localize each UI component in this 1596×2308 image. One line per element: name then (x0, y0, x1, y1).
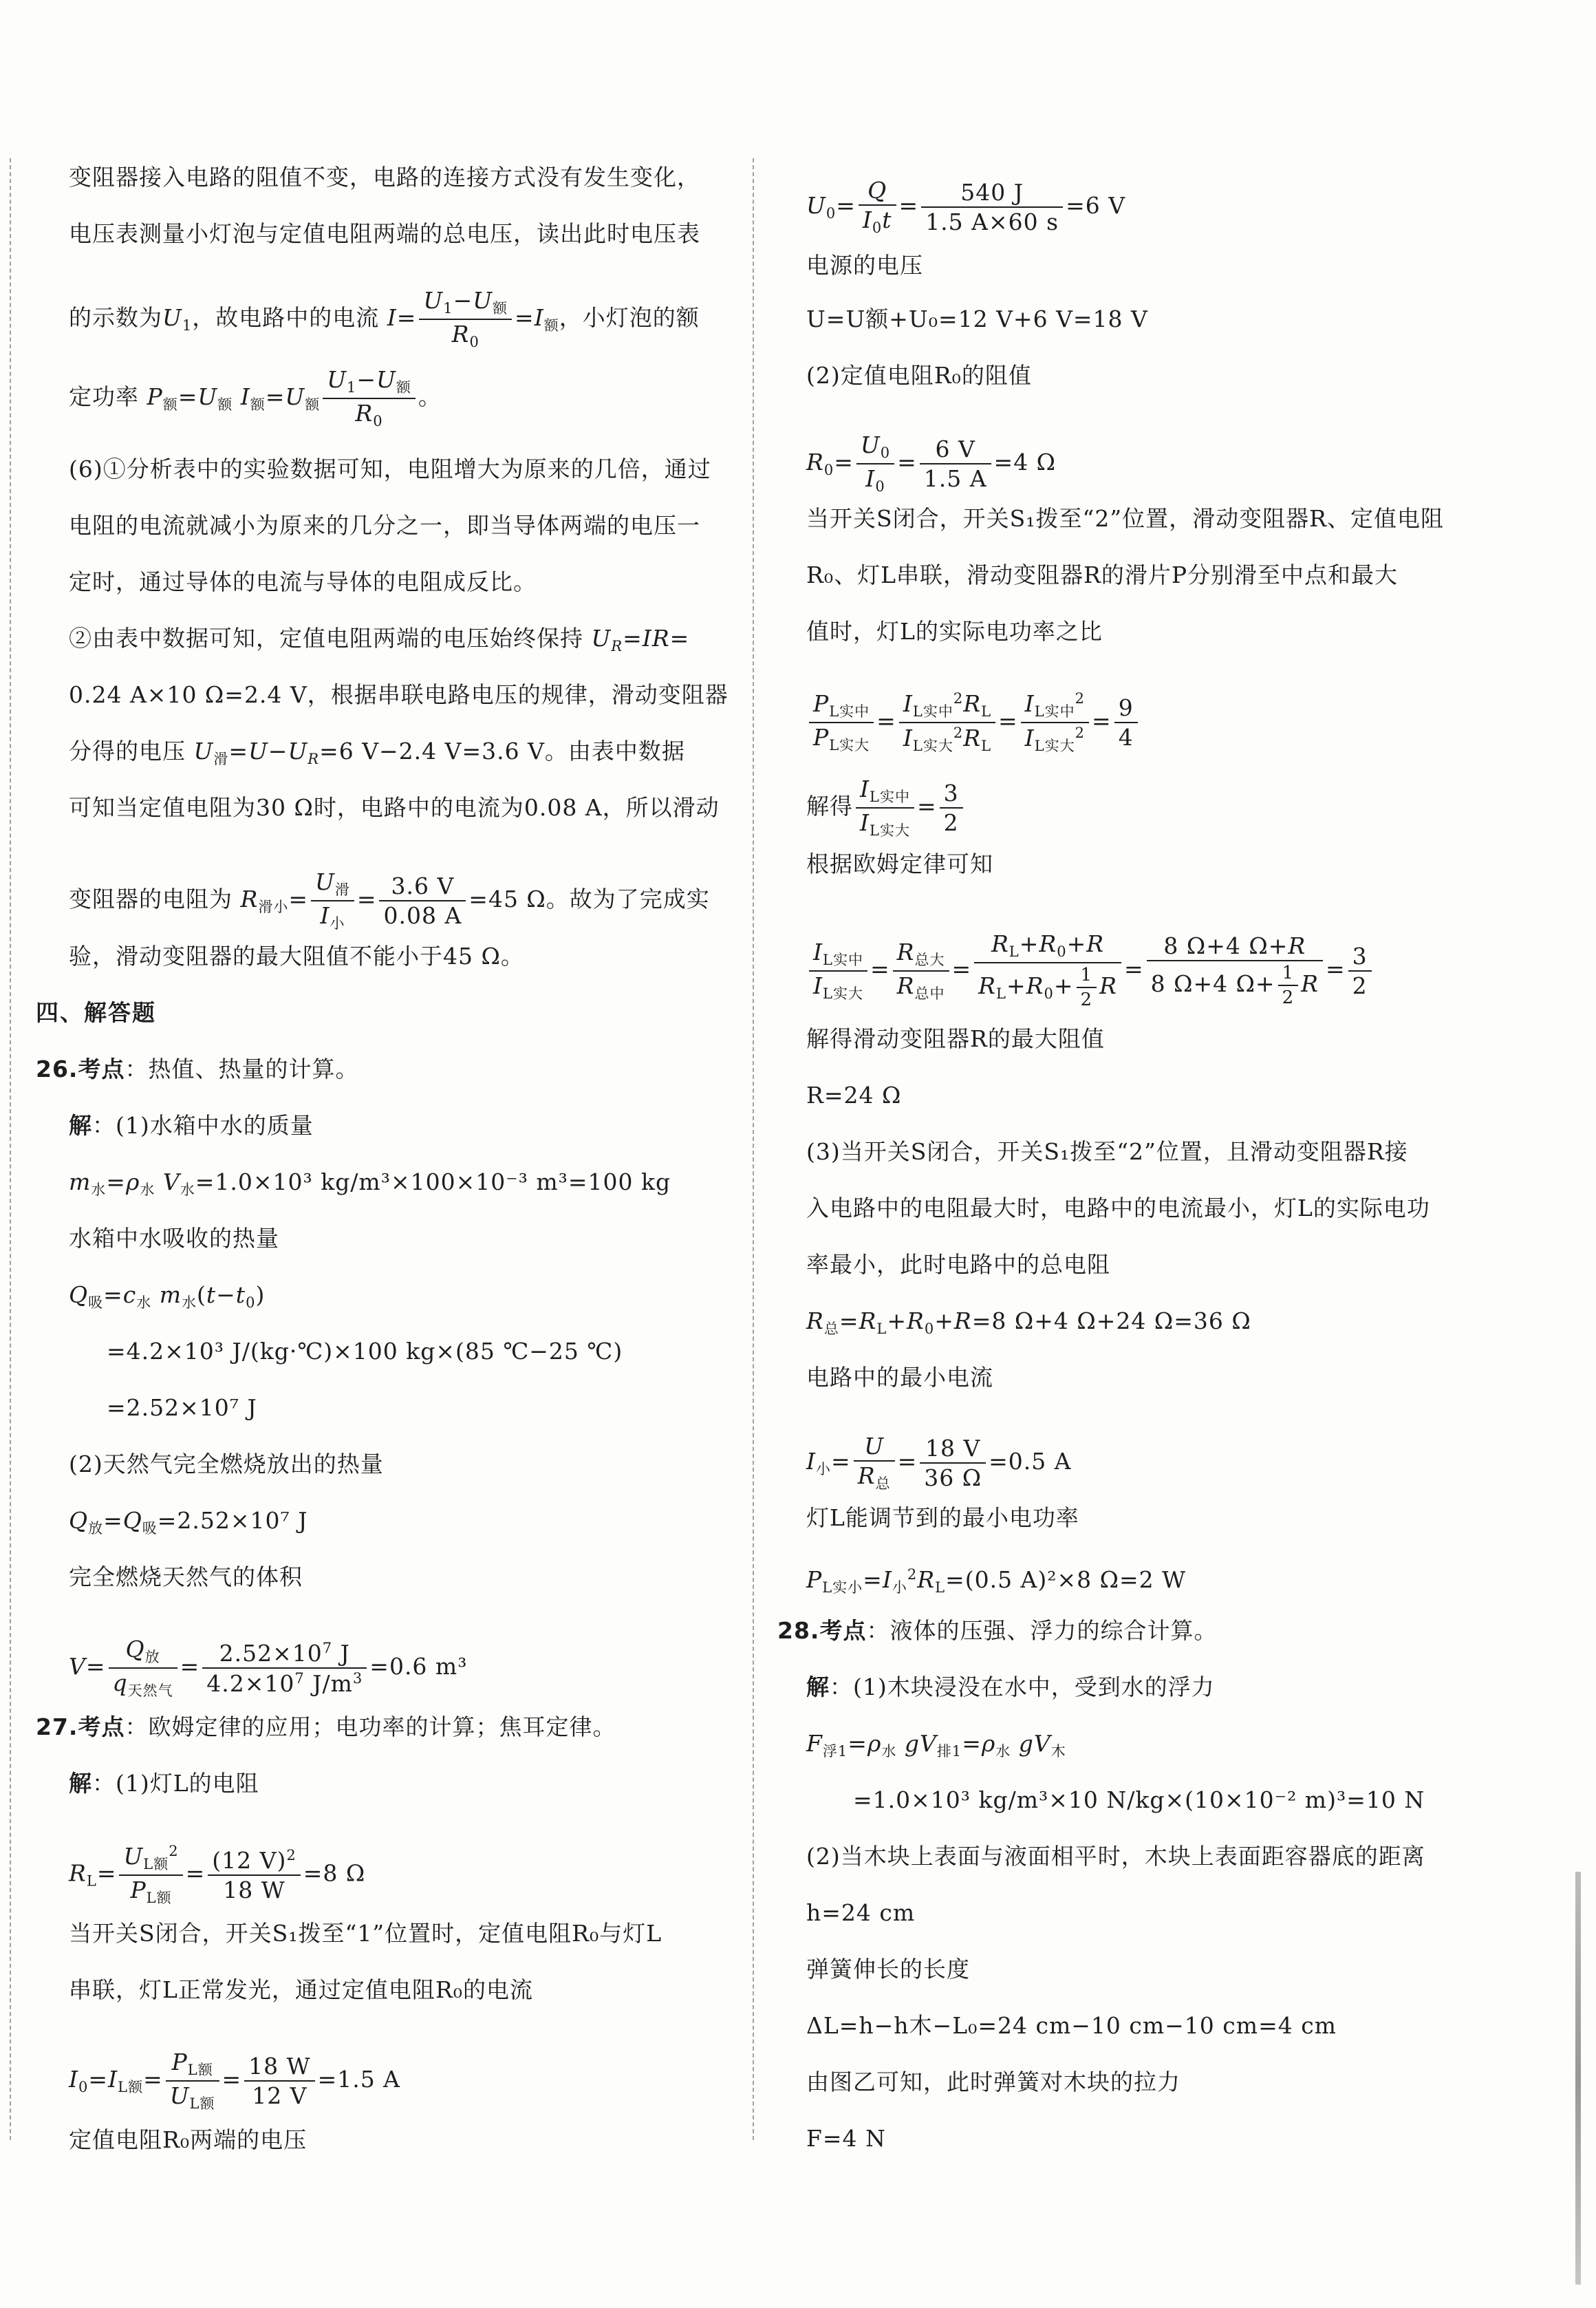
formula-line: =2.52×10⁷ J (107, 1394, 257, 1421)
text-line: 可知当定值电阻为30 Ω时，电路中的电流为0.08 A，所以滑动 (69, 794, 720, 821)
text-line: 水箱中水吸收的热量 (69, 1225, 279, 1252)
text-line: (3)当开关S闭合，开关S₁拨至“2”位置，且滑动变阻器R接 (806, 1138, 1408, 1165)
formula-line: $P_{L实小}=I_小^2R_L=(0.5$ A)²×8 Ω=2 W (806, 1566, 1187, 1596)
text-line: 定值电阻R₀两端的电压 (69, 2126, 308, 2153)
text-line: 定时，通过导体的电流与导体的电阻成反比。 (69, 568, 537, 595)
text-line: 定功率 $P_额=U_额$ $I_额=U_额$ $U_1-U_额$ $R_0$ 。 (69, 366, 442, 429)
text-line: 0.24 A×10 Ω=2.4 V，根据串联电路电压的规律，滑动变阻器 (69, 681, 729, 708)
scan-edge-shadow (1575, 1872, 1581, 2285)
formula-line: $F_{浮1}=\rho_水$ $gV_{排1}=\rho_水$ $gV_木$ (806, 1730, 1066, 1760)
text-line: 由图乙可知，此时弹簧对木块的拉力 (806, 2069, 1180, 2095)
text-line: 变阻器的电阻为 $R_{滑小}=$ $U_滑$ $I_小$ = $\frac{3.6 V}{0.08 A}$ =45 Ω。故为了完成实 (69, 868, 710, 932)
formula-line: $U_0=$ $\frac{Q}{I_0t}$ = $\frac{540 J}{1.5 A\times 60 s}$ =6 V (806, 177, 1126, 236)
text-line: 根据欧姆定律可知 (806, 851, 993, 877)
formula-line: $I_小=$ U $R_总$ = $\frac{18 V}{36 \Omega}$ =0.5 A (806, 1433, 1072, 1492)
formula-line: 解得 $I_{L实中}$ $I_{L实大}$ = $\frac{3}{2}$ (806, 778, 966, 838)
text-line: 解：(1)灯L的电阻 (69, 1770, 259, 1797)
text-line: 弹簧伸长的长度 (806, 1956, 970, 1983)
text-line: R₀、灯L串联，滑动变阻器R的滑片P分别滑至中点和最大 (806, 562, 1399, 588)
question-28-topic: 28.考点：液体的压强、浮力的综合计算。 (777, 1617, 1218, 1644)
text-line: 的示数为$U_1$，故电路中的电流 I= $U_1-U_额$ $R_0$ $=I_额$，小灯泡的额 (69, 287, 700, 350)
text-line: 串联，灯L正常发光，通过定值电阻R₀的电流 (69, 1976, 533, 2003)
text-line: 电阻的电流就减小为原来的几分之一，即当导体两端的电压一 (69, 512, 700, 539)
formula-line: ΔL=h−h木−L₀=24 cm−10 cm−10 cm=4 cm (806, 2012, 1337, 2039)
text-line: 验，滑动变阻器的最大阻值不能小于45 Ω。 (69, 943, 524, 970)
formula-line: U=U额+U₀=12 V+6 V=18 V (806, 306, 1148, 332)
text-line: 分得的电压 $U_滑=U-U_R=6$ V−2.4 V=3.6 V。由表中数据 (69, 738, 685, 767)
text-line: 解：(1)水箱中水的质量 (69, 1112, 314, 1139)
text-line: 变阻器接入电路的阻值不变，电路的连接方式没有发生变化， (69, 164, 700, 191)
section-heading: 四、解答题 (36, 999, 156, 1026)
formula-line: $R_总=R_L+R_0+R=8$ Ω+4 Ω+24 Ω=36 Ω (806, 1307, 1251, 1337)
formula-line: $Q_放=Q_吸=2.52\times 10^7$ J (69, 1507, 308, 1537)
text-line: 当开关S闭合，开关S₁拨至“1”位置时，定值电阻R₀与灯L (69, 1920, 662, 1947)
text-line: 解得滑动变阻器R的最大阻值 (806, 1025, 1105, 1052)
formula-line: $I_0=I_{L额}=$ $P_{L额}$ $U_{L额}$ = $\frac{18 W}{12 V}$ =1.5 A (69, 2049, 401, 2112)
column-divider-left (10, 158, 11, 2140)
formula-line: $I_{L实中}$ $I_{L实大}$ = $R_{总大}$ $R_{总中}$ = $R_L+R_0+R$ $R_L+R_0+$ $\frac{1}{2}$ R = 8 Ω+4 Ω+R 8 Ω+4 Ω+ $\frac{1}{2}$ R = $\frac{3}{2}$ (806, 932, 1374, 1009)
text-line: 电压表测量小灯泡与定值电阻两端的总电压，读出此时电压表 (69, 220, 700, 247)
formula-line: R=24 Ω (806, 1082, 902, 1109)
text-line: 电路中的最小电流 (806, 1364, 993, 1391)
text-line: 率最小，此时电路中的总电阻 (806, 1251, 1110, 1278)
formula-line: V= $Q_放$ $q_{天然气}$ = $\frac{2.52\times 10^7 J}{4.2\times 10^7 J/m^3}$ =0.6 m³ (69, 1636, 468, 1699)
text-line: (2)天然气完全燃烧放出的热量 (69, 1451, 384, 1477)
text-line: 解：(1)木块浸没在水中，受到水的浮力 (806, 1674, 1215, 1700)
formula-line: $R_L=$ $U_{L额}^2$ $P_{L额}$ = $\frac{(12 V)^2}{18 W}$ =8 Ω (69, 1843, 366, 1906)
text-line: (2)当木块上表面与液面相平时，木块上表面距容器底的距离 (806, 1843, 1425, 1870)
text-line: 电源的电压 (806, 252, 923, 279)
formula-line: $R_0=$ $\frac{U_0}{I_0}$ = $\frac{6 V}{1.5 A}$ =4 Ω (806, 431, 1057, 495)
column-divider-middle (753, 158, 754, 2140)
text-line: 当开关S闭合，开关S₁拨至“2”位置，滑动变阻器R、定值电阻 (806, 505, 1445, 532)
formula-line: =1.0×10³ kg/m³×10 N/kg×(10×10⁻² m)³=10 N (853, 1786, 1425, 1813)
question-26-topic: 26.考点：热值、热量的计算。 (36, 1056, 359, 1082)
text-line: 入电路中的电阻最大时，电路中的电流最小，灯L的实际电功 (806, 1195, 1430, 1221)
formula-line: $P_{L实中}$ $P_{L实大}$ = $I_{L实中}^2R_L$ $I_{L实大}^2R_L$ = $I_{L实中}^2$ $I_{L实大}^2$ = $\frac{9}{4}$ (806, 692, 1141, 754)
formula-line: =4.2×10³ J/(kg·℃)×100 kg×(85 ℃−25 ℃) (107, 1338, 623, 1365)
text-line: (6)①分析表中的实验数据可知，电阻增大为原来的几倍，通过 (69, 456, 711, 482)
text-line: 灯L能调节到的最小电功率 (806, 1504, 1079, 1531)
text-line: 完全燃烧天然气的体积 (69, 1563, 303, 1590)
text-line: (2)定值电阻R₀的阻值 (806, 362, 1032, 389)
text-line: 值时，灯L的实际电功率之比 (806, 618, 1103, 645)
question-27-topic: 27.考点：欧姆定律的应用；电功率的计算；焦耳定律。 (36, 1713, 616, 1740)
text-line: ②由表中数据可知，定值电阻两端的电压始终保持 $U_R=IR=$ (69, 625, 690, 654)
formula-line: F=4 N (806, 2125, 886, 2152)
formula-line: $Q_吸=c_水$ $m_水(t-t_0)$ (69, 1281, 266, 1311)
formula-line: h=24 cm (806, 1899, 916, 1926)
formula-line: $m_水=\rho_水$ $V_水=1.0\times 10^3$ kg/m³×100×10⁻³ m³=100 kg (69, 1168, 671, 1198)
